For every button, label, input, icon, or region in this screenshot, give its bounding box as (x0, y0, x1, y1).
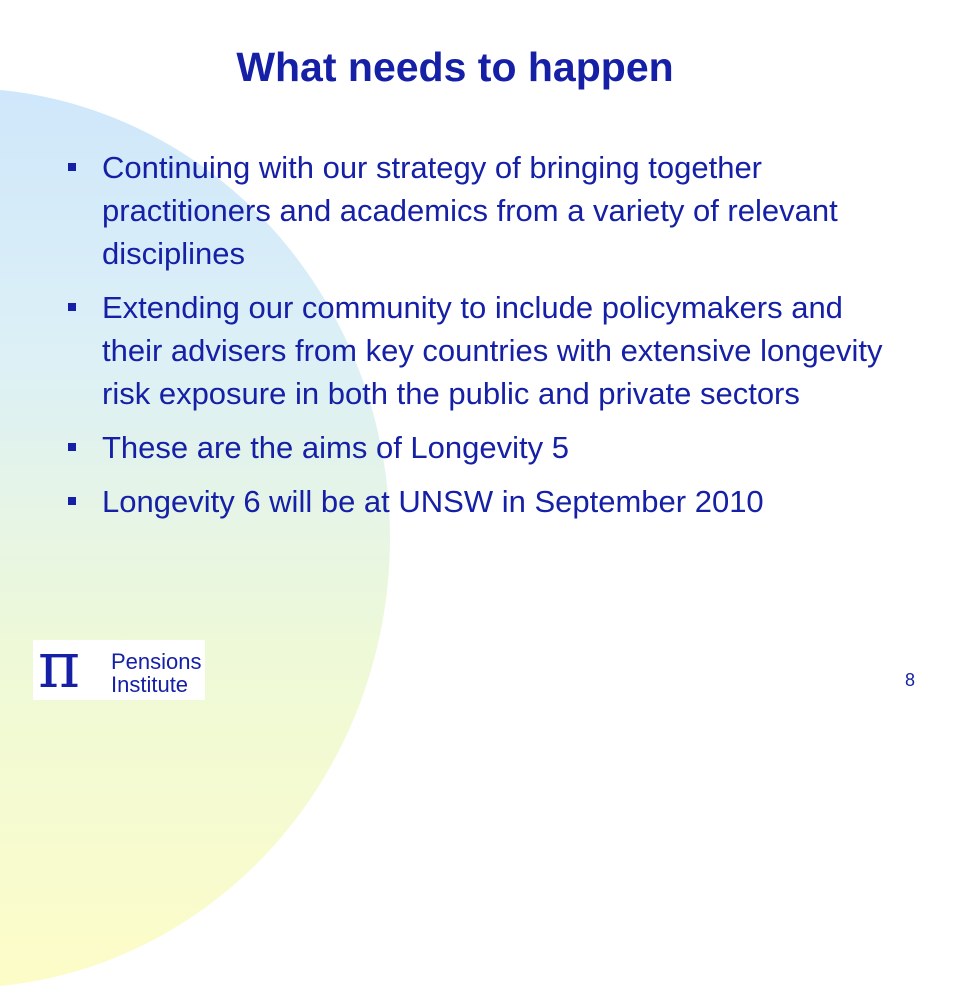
pensions-institute-logo (33, 629, 205, 703)
pi-logo-icon: π (38, 629, 81, 703)
square-bullet-icon (68, 163, 76, 171)
bullet-item (62, 146, 902, 275)
logo-text-line1: Pensions (111, 649, 202, 674)
bullet-text: Extending our community to include policymakers and their advisers from key countries with extensive longevity risk exposure in both the public and private sectors (102, 290, 883, 411)
bullet-text: Longevity 6 will be at UNSW in September 2010 (102, 484, 764, 519)
bullet-text: These are the aims of Longevity 5 (102, 430, 569, 465)
bullet-item (62, 286, 902, 415)
square-bullet-icon (68, 303, 76, 311)
page-number: 8 (905, 670, 916, 690)
slide-title: What needs to happen (236, 44, 674, 90)
logo-text-line2: Institute (111, 672, 189, 697)
bullet-text: Continuing with our strategy of bringing together practitioners and academics from a variety of relevant disciplines (102, 150, 838, 271)
bullet-item (62, 480, 902, 523)
bullet-item (62, 426, 902, 469)
square-bullet-icon (68, 443, 76, 451)
bullet-list (62, 146, 902, 534)
square-bullet-icon (68, 497, 76, 505)
